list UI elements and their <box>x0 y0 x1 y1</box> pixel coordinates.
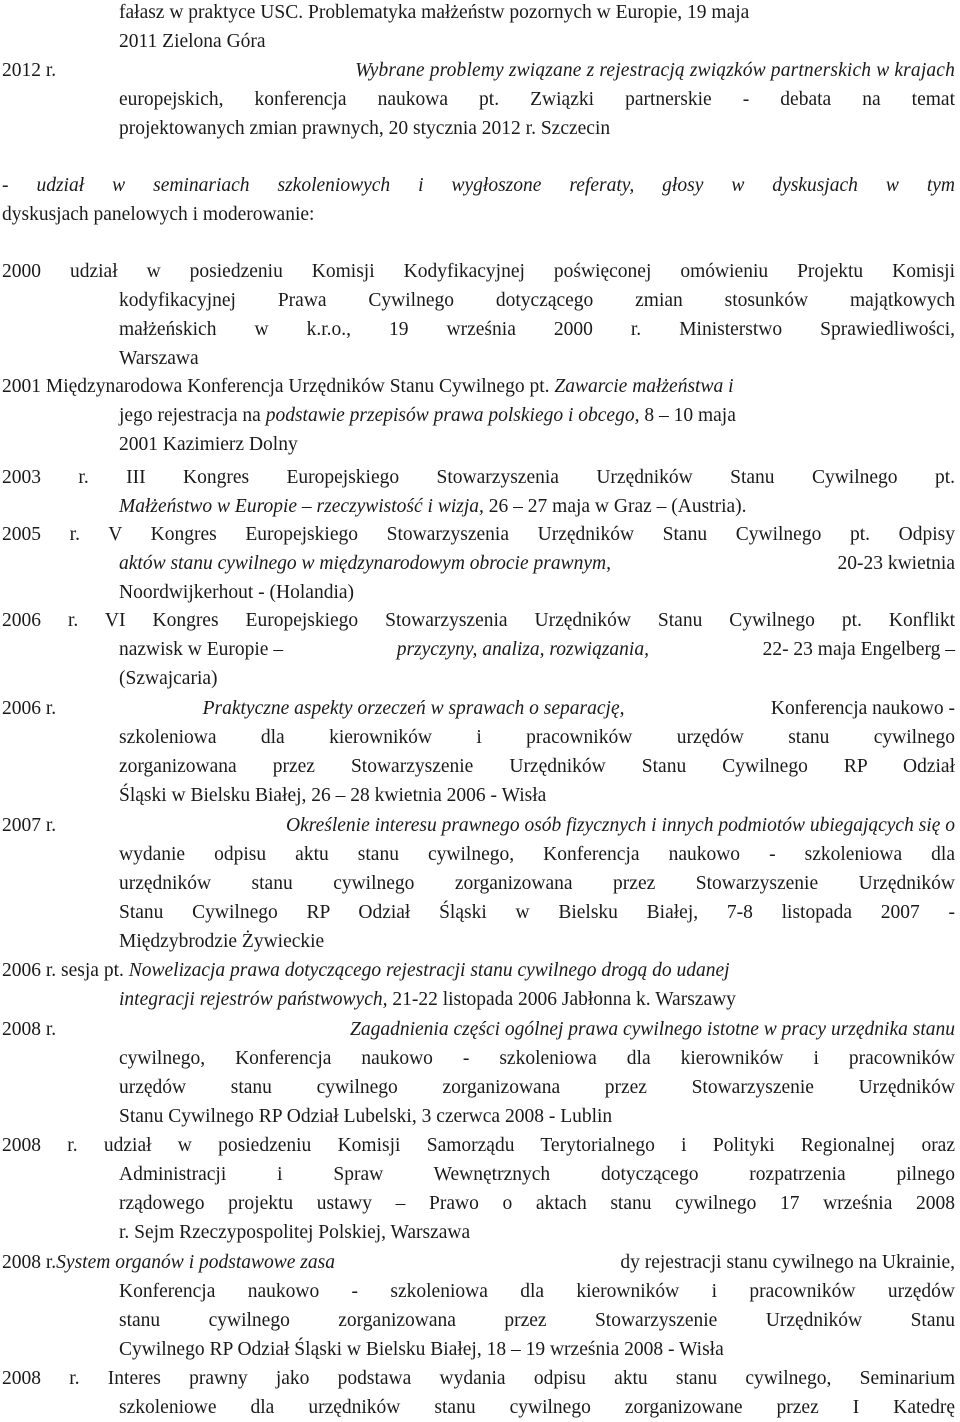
entry-title: System organów i podstawowe zasa <box>56 1252 335 1273</box>
entry-title: Określenie interesu prawnego osób fizycznych i innych podmiotów ubiegających się o <box>286 815 955 836</box>
entry-year: 2007 r. <box>2 815 57 836</box>
entry-title: aktów stanu cywilnego w międzynarodowym obrocie prawnym, <box>119 553 611 574</box>
text-line: Śląski w Bielsku Białej, 26 – 28 kwietnia 2006 - Wisła <box>119 785 547 806</box>
entry-title: Wybrane problemy związane z rejestracją związków partnerskich w krajach <box>355 60 955 81</box>
cv-entry <box>2 463 955 521</box>
entry-year: 2008 r. <box>2 1252 57 1273</box>
cv-entry <box>2 372 955 459</box>
cv-entry <box>2 1248 955 1364</box>
cv-entry <box>2 606 955 693</box>
entry-date: 26 – 27 maja w Graz – (Austria). <box>483 496 747 517</box>
entry-text: 2001 Międzynarodowa Konferencja Urzędników Stanu Cywilnego pt. <box>2 376 555 397</box>
text-line: rządowego projektu ustawy – Prawo o aktach stanu cywilnego 17 września 2008 <box>119 1193 955 1214</box>
cv-entry <box>2 811 955 956</box>
text-line <box>2 549 955 578</box>
cv-entry <box>2 56 955 143</box>
text-line: szkoleniowe dla urzędników stanu cywilnego zorganizowane przez I Katedrę <box>119 1397 955 1418</box>
text-line: dyskusjach panelowych i moderowanie: <box>2 204 315 225</box>
text-line <box>2 811 955 840</box>
heading-text: - udział w seminariach szkoleniowych i wygłoszone referaty, głosy w dyskusjach w tym <box>2 175 955 196</box>
text-line: 2005 r. V Kongres Europejskiego Stowarzyszenia Urzędników Stanu Cywilnego pt. Odpisy <box>2 524 955 545</box>
text-line: r. Sejm Rzeczypospolitej Polskiej, Warszawa <box>119 1222 471 1243</box>
entry-text: nazwisk w Europie – <box>119 639 284 660</box>
cv-entry <box>2 257 955 373</box>
cv-entry <box>2 520 955 607</box>
entry-year: 2008 r. <box>2 1019 57 1040</box>
text-line <box>2 956 955 985</box>
cv-entry <box>2 1364 955 1422</box>
entry-title: przyczyny, analiza, rozwiązania, <box>396 639 649 660</box>
text-line: urzędników stanu cywilnego zorganizowana przez Stowarzyszenie Urzędników <box>119 873 955 894</box>
entry-title: podstawie przepisów prawa polskiego i obcego, <box>265 405 640 426</box>
entry-date: 22- 23 maja Engelberg – <box>762 639 955 660</box>
text-line: Międzybrodzie Żywieckie <box>119 931 325 952</box>
entry-date: 20-23 kwietnia <box>837 553 955 574</box>
text-line <box>2 56 955 85</box>
text-line <box>2 1015 955 1044</box>
entry-date: 21-22 listopada 2006 Jabłonna k. Warszawy <box>387 989 736 1010</box>
entry-year: 2012 r. <box>2 60 57 81</box>
text-line: 2008 r. udział w posiedzeniu Komisji Samorządu Terytorialnego i Polityki Regionalnej oraz <box>2 1135 955 1156</box>
text-line <box>2 492 955 521</box>
text-line: 2008 r. Interes prawny jako podstawa wydania odpisu aktu stanu cywilnego, Seminarium <box>2 1368 955 1389</box>
entry-title: Praktyczne aspekty orzeczeń w sprawach o separację, <box>202 698 625 719</box>
text-line: urzędów stanu cywilnego zorganizowana przez Stowarzyszenie Urzędników <box>119 1077 955 1098</box>
text-line <box>2 1248 955 1277</box>
text-line: Administracji i Spraw Wewnętrznych dotyczącego rozpatrzenia pilnego <box>119 1164 955 1185</box>
cv-entry <box>2 956 955 1014</box>
text-line: 2001 Kazimierz Dolny <box>119 434 298 455</box>
text-line: 2003 r. III Kongres Europejskiego Stowarzyszenia Urzędników Stanu Cywilnego pt. <box>2 467 955 488</box>
entry-text: 2006 r. sesja pt. <box>2 960 129 981</box>
entry-title: Zagadnienia części ogólnej prawa cywilnego istotne w pracy urzędnika stanu <box>350 1019 955 1040</box>
entry-text: dy rejestracji stanu cywilnego na Ukrainie, <box>620 1252 955 1273</box>
text-line: Cywilnego RP Odział Śląski w Bielsku Białej, 18 – 19 września 2008 - Wisła <box>119 1339 724 1360</box>
text-line: małżeńskich w k.r.o., 19 września 2000 r. Ministerstwo Sprawiedliwości, <box>119 319 955 340</box>
text-line <box>2 985 955 1014</box>
text-line: wydanie odpisu aktu stanu cywilnego, Konferencja naukowo - szkoleniowa dla <box>119 844 955 865</box>
cv-entry <box>2 694 955 810</box>
text-line: europejskich, konferencja naukowa pt. Związki partnerskie - debata na temat <box>119 89 955 110</box>
text-line: fałasz w praktyce USC. Problematyka małżeństw pozornych w Europie, 19 maja <box>119 2 750 23</box>
text-line: cywilnego, Konferencja naukowo - szkoleniowa dla kierowników i pracowników <box>119 1048 955 1069</box>
entry-title: Małżeństwo w Europie – rzeczywistość i wizja, <box>119 496 484 517</box>
text-line <box>2 171 955 200</box>
text-line: Noordwijkerhout - (Holandia) <box>119 582 355 603</box>
text-line: szkoleniowa dla kierowników i pracowników urzędów stanu cywilnego <box>119 727 955 748</box>
text-line: Konferencja naukowo - szkoleniowa dla kierowników i pracowników urzędów <box>119 1281 955 1302</box>
text-line: (Szwajcaria) <box>119 668 218 689</box>
section-heading <box>2 171 955 229</box>
text-line <box>2 372 955 401</box>
text-line: 2011 Zielona Góra <box>119 31 266 52</box>
entry-date: 8 – 10 maja <box>639 405 736 426</box>
text-line: stanu cywilnego zorganizowana przez Stowarzyszenie Urzędników Stanu <box>119 1310 955 1331</box>
cv-entry <box>2 0 955 56</box>
text-line: Stanu Cywilnego RP Odział Lubelski, 3 czerwca 2008 - Lublin <box>119 1106 613 1127</box>
text-line: kodyfikacyjnej Prawa Cywilnego dotyczącego zmian stosunków majątkowych <box>119 290 955 311</box>
text-line: 2006 r. VI Kongres Europejskiego Stowarzyszenia Urzędników Stanu Cywilnego pt. Konflikt <box>2 610 955 631</box>
text-line: 2000 udział w posiedzeniu Komisji Kodyfikacyjnej poświęconej omówieniu Projektu Komisji <box>2 261 955 282</box>
text-line: projektowanych zmian prawnych, 20 stycznia 2012 r. Szczecin <box>119 118 611 139</box>
text-line <box>2 635 955 664</box>
text-line <box>2 401 955 430</box>
text-line: Warszawa <box>119 348 199 369</box>
cv-entry <box>2 1015 955 1131</box>
entry-year: 2006 r. <box>2 698 57 719</box>
entry-text: jego rejestracja na <box>119 405 266 426</box>
entry-title: Nowelizacja prawa dotyczącego rejestracji stanu cywilnego drogą do udanej <box>128 960 730 981</box>
entry-text: Konferencja naukowo - <box>770 698 955 719</box>
cv-entry <box>2 1131 955 1247</box>
text-line: zorganizowana przez Stowarzyszenie Urzędników Stanu Cywilnego RP Odział <box>119 756 955 777</box>
entry-title: Zawarcie małżeństwa i <box>554 376 734 397</box>
text-line <box>2 694 955 723</box>
entry-title: integracji rejestrów państwowych, <box>119 989 388 1010</box>
text-line: Stanu Cywilnego RP Odział Śląski w Bielsku Białej, 7-8 listopada 2007 - <box>119 902 955 923</box>
